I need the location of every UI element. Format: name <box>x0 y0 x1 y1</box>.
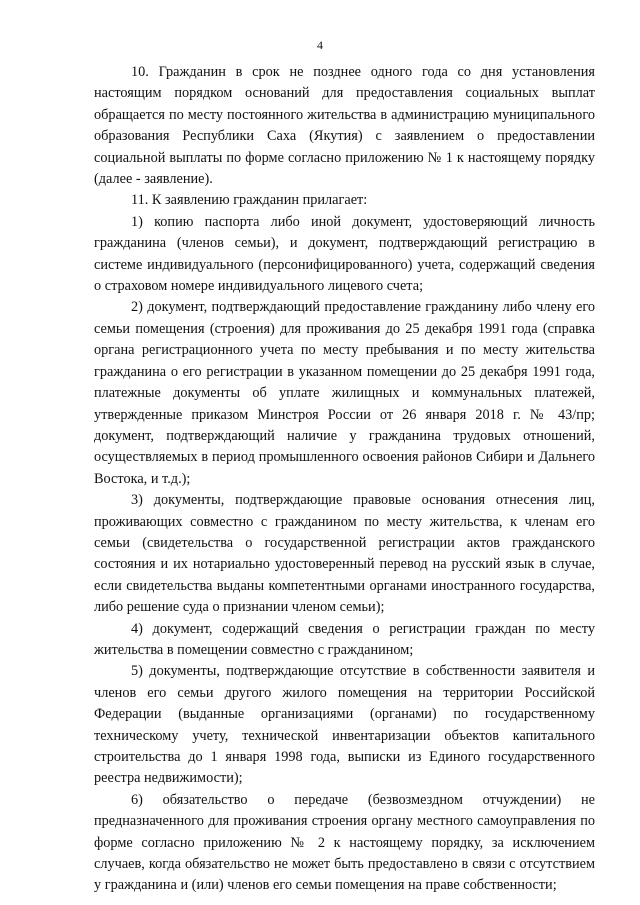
list-item-3: 3) документы, подтверждающие правовые основания отнесения лиц, проживающих совместно с гражданином по месту жительства, к членам его семьи (свидетельства о государственной регистрации актов гражданского состояния и их нотариально удостоверенный перевод на русский язык в случае, если свидетельства выданы компетентными органами иностранного государства, либо решение суда о признании членом семьи); <box>94 492 595 616</box>
list-item-6: 6) обязательство о передаче (безвозмездном отчуждении) не предназначенного для проживания строения органу местного самоуправления по форме согласно приложению № 2 к настоящему порядку, за исключением случаев, когда обязательство не может быть предоставлено в связи с отсутствием у гражданина и (или) членов его семьи помещения на праве собственности; <box>94 791 595 894</box>
list-item-2: 2) документ, подтверждающий предоставление гражданину либо члену его семьи помещения (строения) для проживания до 25 декабря 1991 года (справка органа регистрационного учета по месту пребывания и по месту жительства гражданина о его регистрации в указанном помещении до 25 декабря 1991 года, платежные документы об уплате жилищных и коммунальных платежей, утвержденные приказом Минстроя России от 26 января 2018 г. № 43/пр; документ, подтверждающий наличие у гражданина трудовых отношений, осуществляемых в период промышленного освоения районов Сибири и Дальнего Востока, и т.д.); <box>94 299 595 487</box>
list-item-5: 5) документы, подтверждающие отсутствие в собственности заявителя и членов его семьи другого жилого помещения на территории Российской Федерации (выданные организациями (органами) по государственному техническому учету, технической инвентаризации объектов капитального строительства до 1 января 1998 года, выписки из Единого государственного реестра недвижимости); <box>94 663 595 787</box>
paragraph-10: 10. Гражданин в срок не позднее одного года со дня установления настоящим порядком оснований для предоставления социальных выплат обращается по месту постоянного жительства в администрацию муниципального образования Республики Саха (Якутия) с заявлением о предоставлении социальной выплаты по форме согласно приложению № 1 к настоящему порядку (далее - заявление). <box>94 64 595 188</box>
paragraph-11: 11. К заявлению гражданин прилагает: <box>131 192 368 209</box>
list-item-4: 4) документ, содержащий сведения о регистрации граждан по месту жительства в помещении совместно с гражданином; <box>94 620 595 658</box>
page-number: 4 <box>317 38 323 52</box>
document-body <box>94 62 595 897</box>
list-item-1: 1) копию паспорта либо иной документ, удостоверяющий личность гражданина (членов семьи), и документ, подтверждающий регистрацию в системе индивидуального (персонифицированного) учета, содержащий сведения о страховом номере индивидуального лицевого счета; <box>94 213 595 295</box>
